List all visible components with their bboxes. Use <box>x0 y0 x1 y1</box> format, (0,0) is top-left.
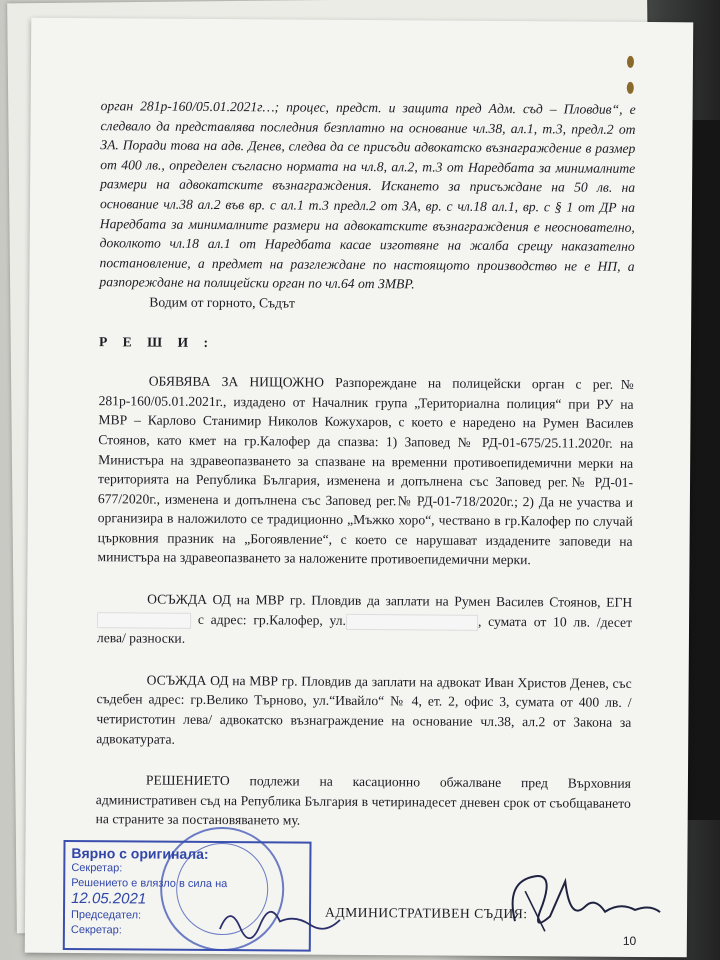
stamp-title: Вярно с оригинала: <box>71 845 209 862</box>
redacted-address <box>346 613 478 630</box>
judge-signature <box>495 861 666 942</box>
redacted-egn <box>97 612 191 629</box>
paragraph-appeal: РЕШЕНИЕТО подлежи на касационно обжалване пред Върховния административен съд на Република България в четиринадесет дневен срок от съобщаването на страните за постановяването му. <box>95 772 631 829</box>
paragraph-costs-stoyanov <box>97 589 632 652</box>
stamp-in-force-label: Решението е влязло в сила на <box>71 877 228 891</box>
stamp-date: 12.05.2021 <box>71 890 147 908</box>
stamp-line-chairman: Председател: <box>70 909 142 922</box>
document-body <box>96 96 636 833</box>
paragraph-costs-lawyer: ОСЪЖДА ОД на МВР гр. Пловдив да заплати на адвокат Иван Христов Денев, със съдебен адрес: гр.Велико Търново, ул.“Ивайло“ № 4, ет. 2, офис 3, сумата от 400 лв. /четиристотин лева/ адвокатско възнаграждение на основание чл.38, ал.2 от Закона за адвокатурата. <box>96 672 632 747</box>
paragraph-declares-null: ОБЯВЯВА ЗА НИЩОЖНО Разпореждане на полицейски орган с рег.№ 281р-160/05.01.2021г., издадено от Началник група „Териториална полиция“ при РУ на МВР – Карлово Станимир Николов Кожухаров, с което е наредено на Румен Василев Стоянов, като кмет на гр.Калофер да спазва: 1) Заповед № РД-01-675/25.11.2020г. на Министъра на здравеопазването за спазване на временни противоепидемични мерки на територията на Република България, изменена и допълнена със Заповед рег.№ РД-01-677/2020г., изменена и допълнена със Заповед рег.№ РД-01-718/2020г.; 2) Да не участва и организира в наложилото се традиционно „Мъжко хоро“, чествано в гр.Калофер по случай църковния празник на „Богоявление“, с което се нарушават издадените заповеди на министъра на здравеопазването за наложените противоепидемични мерки. <box>97 373 634 568</box>
document-page <box>25 18 694 958</box>
stamp-line-secretary: Секретар: <box>71 862 123 875</box>
stamp-line-secretary-2: Секретар: <box>70 923 122 937</box>
costs-text-b: с адрес: гр.Калофер, ул. <box>197 611 347 628</box>
decision-heading: Р Е Ш И : <box>98 333 215 350</box>
costs-text-a: ОСЪЖДА ОД на МВР гр. Пловдив да заплати на Румен Василев Стоянов, ЕГН <box>147 591 633 610</box>
paragraph-reasoning: орган 281р-160/05.01.2021г…; процес, предст. и защита пред Адм. съд – Пловдив“, е следвало да представлява последния безплатно на основание чл.38, ал.1, т.3, предл.2 от ЗА. Поради това на адв. Денев, следва да се присъди адвокатско възнаграждение в размер от 400 лв., определен съгласно нормата на чл.8, ал.2, т.3 от Наредбата за минималните размери на адвокатските възнаграждения. Искането за присъждане на 50 лв. на основание чл.38 ал.2 във вр. с ал.1 т.3 предл.2 от ЗА, вр. с чл.18 ал.1, вр. с § 1 от ДР на Наредбата за минималните размери на адвокатските възнаграждения е неоснователно, доколкото чл.18 ал.1 от Наредбата касае изготвяне на жалба срещу наказателно постановление, а предмет на разглеждане по настоящото производство не е НП, а разпореждане на полицейски орган по чл.64 от ЗМВР. <box>99 98 636 292</box>
judge-signature-label: АДМИНИСТРАТИВЕН СЪДИЯ: <box>324 904 528 922</box>
binder-hole <box>627 56 634 68</box>
page-number: 10 <box>622 933 637 948</box>
binder-hole <box>627 82 634 94</box>
paragraph-court-guided: Водим от горното, Съдът <box>149 294 296 311</box>
costs-text-c: , сумата от 10 лв. /десет лева/ разноски. <box>96 613 633 647</box>
